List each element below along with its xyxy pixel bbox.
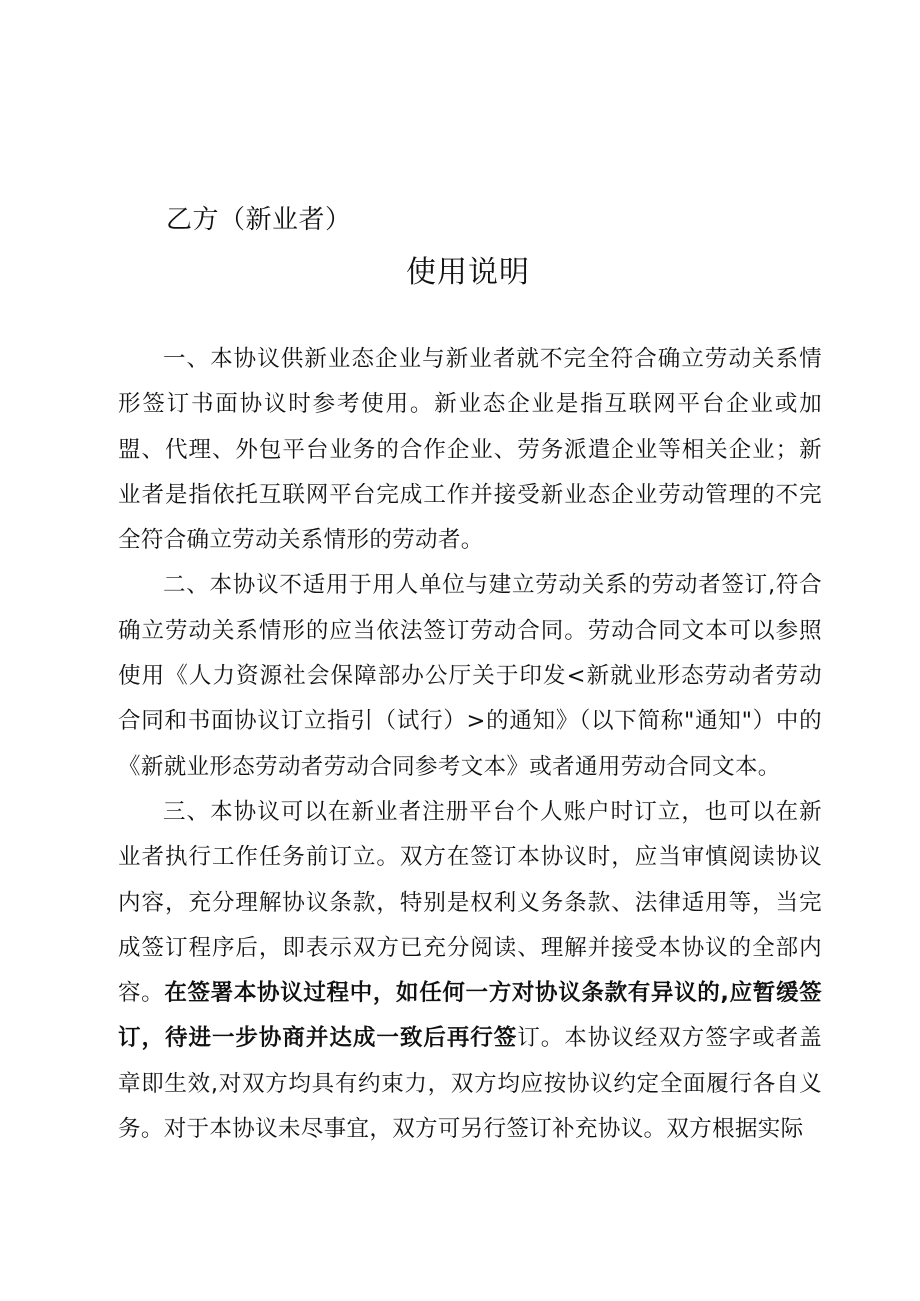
paragraph-3-end: 订。本协议经双方签字或者盖章即生效,对双方均具有约束力，双方均应按协议约定全面履行各自义务。对于本协议未尽事宜，双方可另行签订补充协议。双方根据实际 xyxy=(118,1025,822,1143)
paragraph-3-bold-notice: 在签署本协议过程中，如任何一方对协议条款有异议的,应暂缓签订，待进一步协商并达成一致后再行签 xyxy=(118,980,822,1052)
instructions-body xyxy=(118,337,822,1152)
paragraph-3 xyxy=(118,790,822,1152)
page-title: 使用说明 xyxy=(406,255,530,290)
party-b-label: 乙方（新业者） xyxy=(166,205,352,235)
paragraph-1: 一、本协议供新业态企业与新业者就不完全符合确立劳动关系情形签订书面协议时参考使用。新业态企业是指互联网平台企业或加盟、代理、外包平台业务的合作企业、劳务派遣企业等相关企业；新业者是指依托互联网平台完成工作并接受新业态企业劳动管理的不完全符合确立劳动关系情形的劳动者。 xyxy=(118,346,822,554)
paragraph-3-start: 三、本协议可以在新业者注册平台个人账户时订立，也可以在新业者执行工作任务前订立。双方在签订本协议时，应当审慎阅读协议内容，充分理解协议条款，特别是权利义务条款、法律适用等，当完成签订程序后，即表示双方已充分阅读、理解并接受本协议的全部内容。 xyxy=(118,798,822,1007)
paragraph-2: 二、本协议不适用于用人单位与建立劳动关系的劳动者签订,符合确立劳动关系情形的应当依法签订劳动合同。劳动合同文本可以参照使用《人力资源社会保障部办公厅关于印发<新就业形态劳动者劳动合同和书面协议订立指引（试行）>的通知》（以下简称"通知"）中的《新就业形态劳动者劳动合同参考文本》或者通用劳动合同文本。 xyxy=(118,572,822,780)
